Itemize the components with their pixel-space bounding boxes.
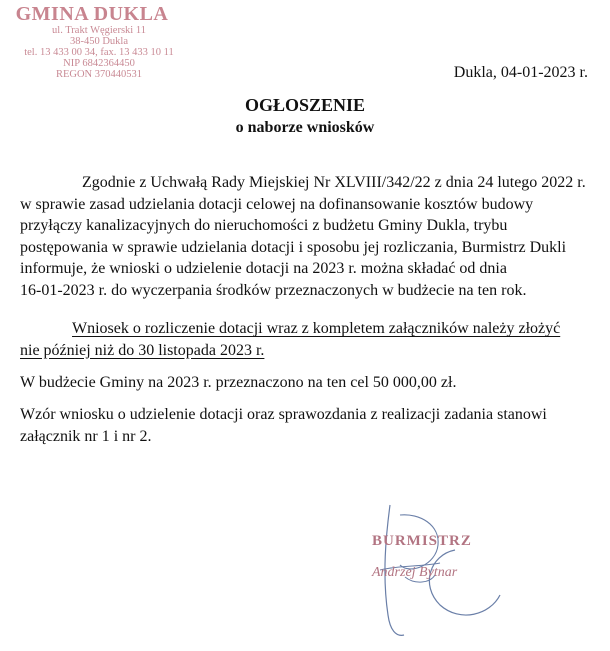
signature-name: Andrzej Bytnar [372, 565, 458, 580]
stamp-line: 38-450 Dukla [69, 36, 129, 48]
text-line: załącznik nr 1 i nr 2. [20, 427, 152, 445]
stamp-line: REGON 370440531 [55, 69, 143, 81]
stamp-line: tel. 13 433 00 34, fax. 13 433 10 11 [24, 47, 174, 59]
text-line: przyłączy kanalizacyjnych do nieruchomości z budżetu Gminy Dukla, trybu [20, 217, 508, 234]
document-date: Dukla, 04-01-2023 r. [453, 64, 588, 81]
stamp-name: GMINA DUKLA [15, 3, 169, 25]
document-title: OGŁOSZENIE [244, 95, 366, 115]
text-line: nie później niż do 30 listopada 2023 r. [20, 341, 265, 359]
text-line: Wzór wniosku o udzielenie dotacji oraz sprawozdania z realizacji zadania stanowi [20, 406, 547, 423]
text-line: Wniosek o rozliczenie dotacji wraz z kompletem załączników należy złożyć [72, 320, 561, 337]
paragraph-deadline [20, 318, 610, 361]
paragraph-attachments [20, 404, 600, 447]
text-line: Zgodnie z Uchwałą Rady Miejskiej Nr XLVIII/342/22 z dnia 24 lutego 2022 r. [82, 174, 586, 191]
text-line: 16-01-2023 r. do wyczerpania środków przeznaczonych w budżecie na ten rok. [20, 281, 527, 299]
office-stamp [4, 4, 194, 80]
signature-role: BURMISTRZ [372, 533, 472, 549]
stamp-line: NIP 6842364450 [63, 58, 135, 70]
text-line: informuje, że wnioski o udzielenie dotacji na 2023 r. można składać od dnia [20, 260, 507, 277]
stamp-line: ul. Trakt Węgierski 11 [52, 25, 146, 36]
paragraph-budget: W budżecie Gminy na 2023 r. przeznaczono na ten cel 50 000,00 zł. [20, 374, 457, 391]
text-line: w sprawie zasad udzielania dotacji celowej na dofinansowanie kosztów budowy [20, 195, 534, 213]
paragraph-resolution [20, 172, 610, 301]
signature-block [360, 495, 590, 645]
text-line: postępowania w sprawie udzielania dotacji i sposobu jej rozliczania, Burmistrz Dukli [20, 238, 567, 256]
document-subtitle: o naborze wniosków [235, 119, 375, 136]
